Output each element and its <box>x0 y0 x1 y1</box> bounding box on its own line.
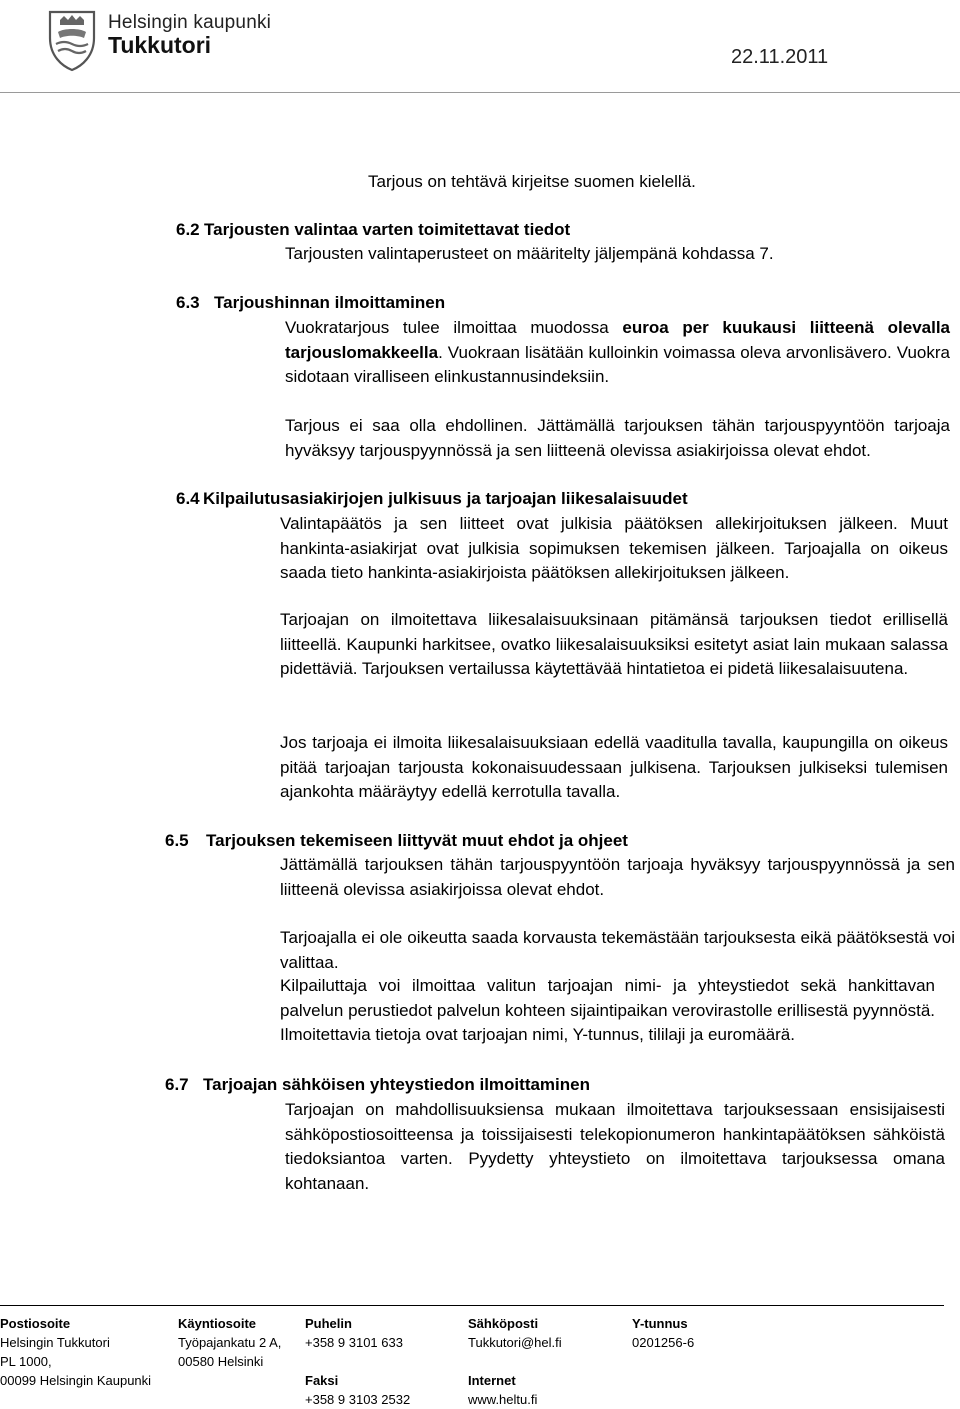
unit-name: Tukkutori <box>108 32 212 58</box>
email-link[interactable]: Tukkutori@hel.fi <box>468 1335 562 1350</box>
section-6-4-heading: Kilpailutusasiakirjojen julkisuus ja tarjoajan liikesalaisuudet <box>203 489 688 508</box>
section-6-5-heading: Tarjouksen tekemiseen liittyvät muut ehdot ja ohjeet <box>206 831 628 850</box>
section-6-2-number: 6.2 <box>176 220 200 239</box>
document-date: 22.11.2011 <box>731 46 829 68</box>
footer-phone: Puhelin +358 9 3101 633 Faksi +358 9 3103 2532 <box>305 1316 411 1407</box>
section-6-3-heading: Tarjoushinnan ilmoittaminen <box>214 293 446 312</box>
footer-business-id: Y-tunnus 0201256-6 <box>632 1316 695 1350</box>
section-6-4-number: 6.4 <box>176 489 200 508</box>
section-6-7-paragraph-1: Tarjoajan on mahdollisuuksiensa mukaan ilmoitettava tarjouksessaan ensisijaisesti sähköpostiosoitteensa ja toissijaisesti telekopionumeron hankintapäätöksen sähköistä tiedoksiantoa varten. Pyydetty yhteystieto on ilmoitettava tarjouksessa omana kohtanaan. <box>285 1100 945 1193</box>
organization-name: Helsingin kaupunki <box>108 12 272 33</box>
section-6-2-heading: Tarjousten valintaa varten toimitettavat tiedot <box>204 220 571 239</box>
section-6-7-heading: Tarjoajan sähköisen yhteystiedon ilmoittaminen <box>203 1075 590 1094</box>
section-6-4-paragraph-3: Jos tarjoaja ei ilmoita liikesalaisuuksiaan edellä vaaditulla tavalla, kaupungilla on oikeus pitää tarjoajan tarjousta kokonaisuudessaan julkisena. Tarjouksen julkiseksi tulemisen ajankohta määräytyy edellä kerrotulla tavalla. <box>280 733 948 801</box>
page-header <box>0 0 960 95</box>
intro-paragraph: Tarjous on tehtävä kirjeitse suomen kielellä. <box>368 172 696 191</box>
section-6-3-paragraph-1: Vuokratarjous tulee ilmoittaa muodossa euroa per kuukausi liitteenä olevalla tarjouslomakkeella. Vuokraan lisätään kulloinkin voimassa oleva arvonlisävero. Vuokra sidotaan viralliseen elinkustannusindeksiin. <box>285 318 951 386</box>
section-6-5-paragraph-3: Kilpailuttaja voi ilmoittaa valitun tarjoajan nimi- ja yhteystiedot sekä hankittavan palvelun perustiedot palvelun kohteen sijaintipaikan verovirastolle erillisestä pyynnöstä. Ilmoitettavia tietoja ovat tarjoajan nimi, Y-tunnus, tililaji ja euromäärä. <box>280 976 935 1044</box>
footer-postal-address: Postiosoite Helsingin Tukkutori PL 1000, 00099 Helsingin Kaupunki <box>0 1316 152 1388</box>
footer-divider <box>0 1305 944 1306</box>
section-6-4-paragraph-1: Valintapäätös ja sen liitteet ovat julkisia päätöksen allekirjoituksen jälkeen. Muut hankinta-asiakirjat ovat julkisia sopimuksen tekemisen jälkeen. Tarjoajalla on oikeus saada tieto hankinta-asiakirjoista päätöksen allekirjoituksen jälkeen. <box>280 514 948 582</box>
section-6-4-paragraph-2: Tarjoajan on ilmoitettava liikesalaisuuksinaan pitämänsä tarjouksen tiedot erillisellä liitteellä. Kaupunki harkitsee, ovatko liikesalaisuuksiksi esitetyt asiat lain mukaan salassa pidettäviä. Tarjouksen vertailussa käytettävää hintatietoa ei pidetä liikesalaisuutena. <box>280 610 948 678</box>
header-divider <box>0 92 960 93</box>
section-6-7-number: 6.7 <box>165 1075 189 1094</box>
section-6-5-paragraph-1: Jättämällä tarjouksen tähän tarjouspyyntöön tarjoaja hyväksyy tarjouspyynnössä ja sen liitteenä olevissa asiakirjoissa olevat ehdot. <box>280 855 955 899</box>
section-6-5-paragraph-2: Tarjoajalla ei ole oikeutta saada korvausta tekemästään tarjouksesta eikä päätöksestä voi valittaa. <box>280 928 955 972</box>
website-link[interactable]: www.heltu.fi <box>468 1392 538 1407</box>
section-6-2-paragraph: Tarjousten valintaperusteet on määritelty jäljempänä kohdassa 7. <box>285 244 774 263</box>
footer-visiting-address: Käyntiosoite Työpajankatu 2 A, 00580 Helsinki <box>178 1316 282 1369</box>
section-6-3-number: 6.3 <box>176 293 200 312</box>
section-6-3-paragraph-2: Tarjous ei saa olla ehdollinen. Jättämällä tarjouksen tähän tarjouspyyntöön tarjoaja hyväksyy tarjouspyynnössä ja sen liitteenä olevissa asiakirjoissa olevat ehdot. <box>285 416 950 460</box>
helsinki-crest-logo <box>44 8 100 72</box>
price-format-emphasis: euroa per kuukausi liitteenä olevalla tarjouslomakkeella <box>285 318 951 362</box>
footer-email: Sähköposti Tukkutori@hel.fi Internet www.heltu.fi <box>468 1316 562 1407</box>
section-6-5-number: 6.5 <box>165 831 189 850</box>
